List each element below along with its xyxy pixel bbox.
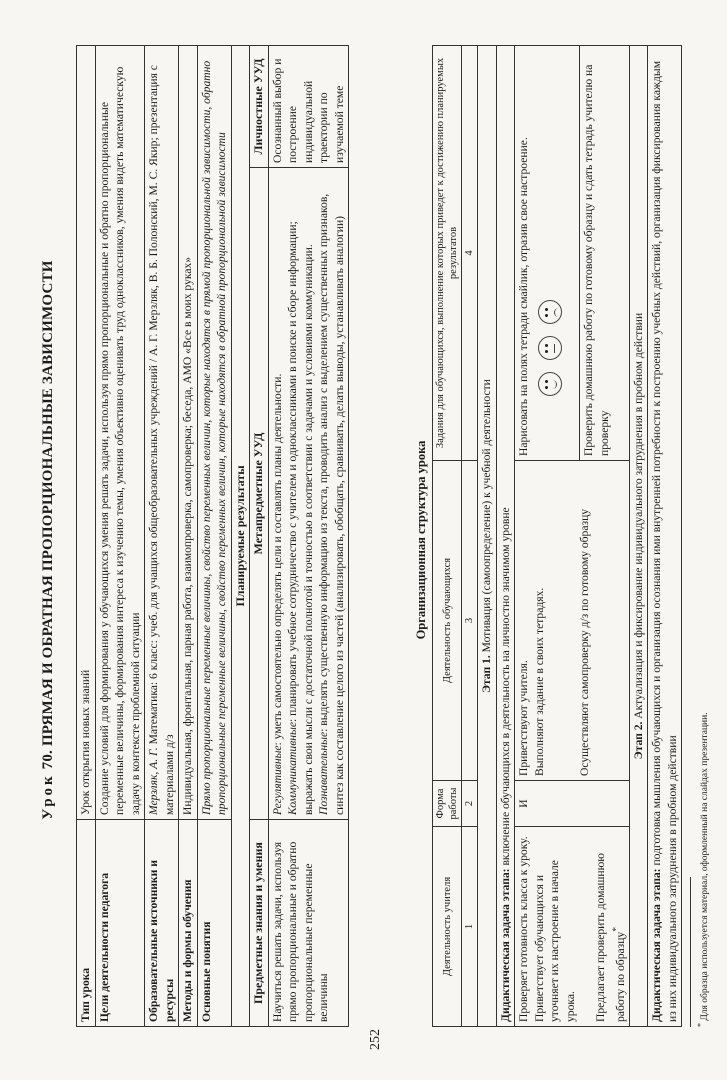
col-number: 4 [462,46,478,461]
info-label: Образовательные источники и ресурсы [145,820,179,1027]
info-value: Урок открытия новых знаний [77,45,96,819]
stage-title: Актуализация и фиксирование индивидуального затруднения в пробном действии [631,312,645,722]
info-row [179,45,198,1026]
planned-personal: Осознанный выбор и построение индивидуальной траектории по изучаемой теме [268,45,349,167]
planned-header-row [250,45,269,1026]
planned-content-row [268,45,349,1026]
task-text: подготовка мышления обучающихся и организация осознания ими внутренней потребности к построению учебных действий, организация фиксирования каждым из них индивидуального затруднения в пробном действии [650,60,679,1022]
lesson-title-prefix: Урок [40,773,56,820]
info-value: Создание условий для формирования у обучающихся умения решать задачи, используя прямо пропорциональные и обратно пропорциональные переменные величины, формирования интереса к изучению темы, умения объективно оценивать труд одноклассников, умения видеть математическую задачу в контексте проблемной ситуации [95,45,145,819]
footnote-divider [690,877,691,1027]
students-activity [515,461,630,781]
header-tasks: Задания для обучающихся, выполнение которых приведет к достижению планируемых результатов [433,46,462,461]
planned-meta [268,168,349,820]
stage2-task-row [648,46,682,1027]
info-label: Тип урока [77,820,96,1027]
col-number: 1 [462,827,478,1027]
teacher-activity-2 [593,831,628,1022]
stage-label: Этап 2. [631,721,645,760]
info-value [145,45,179,819]
structure-section-title: Организационная структура урока [414,440,428,640]
header-students: Деятельность обучающихся [433,461,462,781]
teacher-activity-1: Проверяет готовность класса к уроку. Приветствует обучающихся и уточняет их настроение в начале урока. [517,836,577,1022]
author-name: Мерзляк, А. Г. [147,747,160,815]
source-text: Математика: 6 класс: учеб. для учащихся общеобразовательных учреждений / А. Г. Мерзляк, В. Б. Полонский, М. С. Якир; презентация с материалами д/з [147,65,176,815]
structure-header-row [433,46,462,1027]
column-number-row [462,46,478,1027]
students-activity-3: Осуществляют самопроверку д/з по готовому образцу [578,508,591,776]
planned-header-personal: Личностные УУД [250,45,269,167]
meta-label: Регулятивные [270,745,284,815]
planned-section-title: Планируемые результаты [231,45,250,1026]
info-value: Прямо пропорциональные переменные величины, свойство переменных величин, которые находятся в прямой пропорциональной зависимости, обратно пропорциональные переменные величины, свойство переменных величин, которые находятся в обратной пропорциональной зависимости [197,45,231,819]
stage1-title [478,46,497,1027]
lesson-title-text: 70. ПРЯМАЯ И ОБРАТНАЯ ПРОПОРЦИОНАЛЬНЫЕ ЗАВИСИМОСТИ [40,260,56,770]
task-smiley-text: Нарисовать на полях тетради смайлик, отразив свое настроение. [517,137,530,456]
stage2-task [648,46,682,1027]
info-row [95,45,145,1026]
students-activity-1: Приветствуют учителя. [517,660,530,776]
meta-cognitive [316,172,347,815]
info-row [77,45,96,1026]
work-form: И [515,781,630,827]
header-form: Форма работы [433,781,462,827]
lesson-title [40,0,57,1080]
smileys [538,50,562,396]
col-number: 2 [462,781,478,827]
info-label: Основные понятия [197,820,231,1027]
info-row [145,45,179,1026]
header-teacher: Деятельность учителя [433,827,462,1027]
meta-text: : планировать учебное сотрудничество с учителем и одноклассниками в поиске и сборе информации; выражать свои мысли с достаточной полнотой и точностью в соответствии с задачами и условиями коммуникации. [286,221,315,815]
stage1-content-row [515,46,630,1027]
task-text: включение обучающихся в деятельность на личностно значимом уровне [498,507,512,869]
task-label: Дидактическая задача этапа: [498,868,512,1022]
teacher-activity [515,827,630,1027]
info-value: Индивидуальная, фронтальная, парная работа, взаимопроверка, самопроверка; беседа, АМО «Все в моих руках» [179,45,198,819]
page-number: 252 [368,1029,383,1050]
task-homework: Проверить домашнюю работу по готовому образцу и сдать тетрадь учителю на проверку [582,64,611,456]
stage1-title-row [478,46,497,1027]
planned-subject: Научиться решать задачи, используя прямо пропорциональные и обратно пропорциональные переменные величины [268,820,349,1027]
stage2-title [629,46,648,1027]
student-tasks [515,46,630,461]
stage-title: Мотивация (самоопределение) к учебной деятельности [480,379,493,656]
stage2-title-row [629,46,648,1027]
footnote-mark: * [696,1023,705,1027]
footnote-text: Для образца используется материал, оформленный на слайдах презентации. [700,712,711,1024]
lesson-info-table [76,45,349,1027]
info-label: Методы и формы обучения [179,820,198,1027]
students-activity-2: Выполняют задание в своих тетрадях. [532,587,546,776]
footnote-mark: * [610,926,622,932]
planned-header-meta: Метапредметные УУД [250,168,269,820]
meta-label: Познавательные [317,731,330,815]
col-number: 3 [462,461,478,781]
task-smiley [515,46,580,460]
happy-smiley-icon [538,372,562,396]
info-label: Цели деятельности педагога [95,820,145,1027]
planned-header-subject: Предметные знания и умения [250,820,269,1027]
task-label: Дидактическая задача этапа: [650,868,664,1022]
meta-text: : выделять существенную информацию из текста, проводить анализ с выделением существенных признаков, синтез как составление целого из частей (анализировать, обобщать, сравнивать, делать выводы, устанавливать аналогии) [317,193,346,815]
stage1-task [496,46,515,1027]
stage1-task-row [496,46,515,1027]
neutral-smiley-icon [538,336,562,360]
meta-label: Коммуникативные [286,722,299,815]
stage-label: Этап 1. [480,655,493,693]
meta-communicative [285,172,316,815]
lesson-structure-table [432,45,682,1027]
footnote [696,712,710,1027]
meta-regulatory [270,172,286,815]
planned-section-row [231,45,250,1026]
sad-smiley-icon [538,300,562,324]
meta-text: : уметь самостоятельно определять цели и составлять планы деятельности. [270,373,284,746]
teacher-activity-2-text: Предлагает проверить домашнюю работу по образцу [594,853,627,1022]
info-row [197,45,231,1026]
